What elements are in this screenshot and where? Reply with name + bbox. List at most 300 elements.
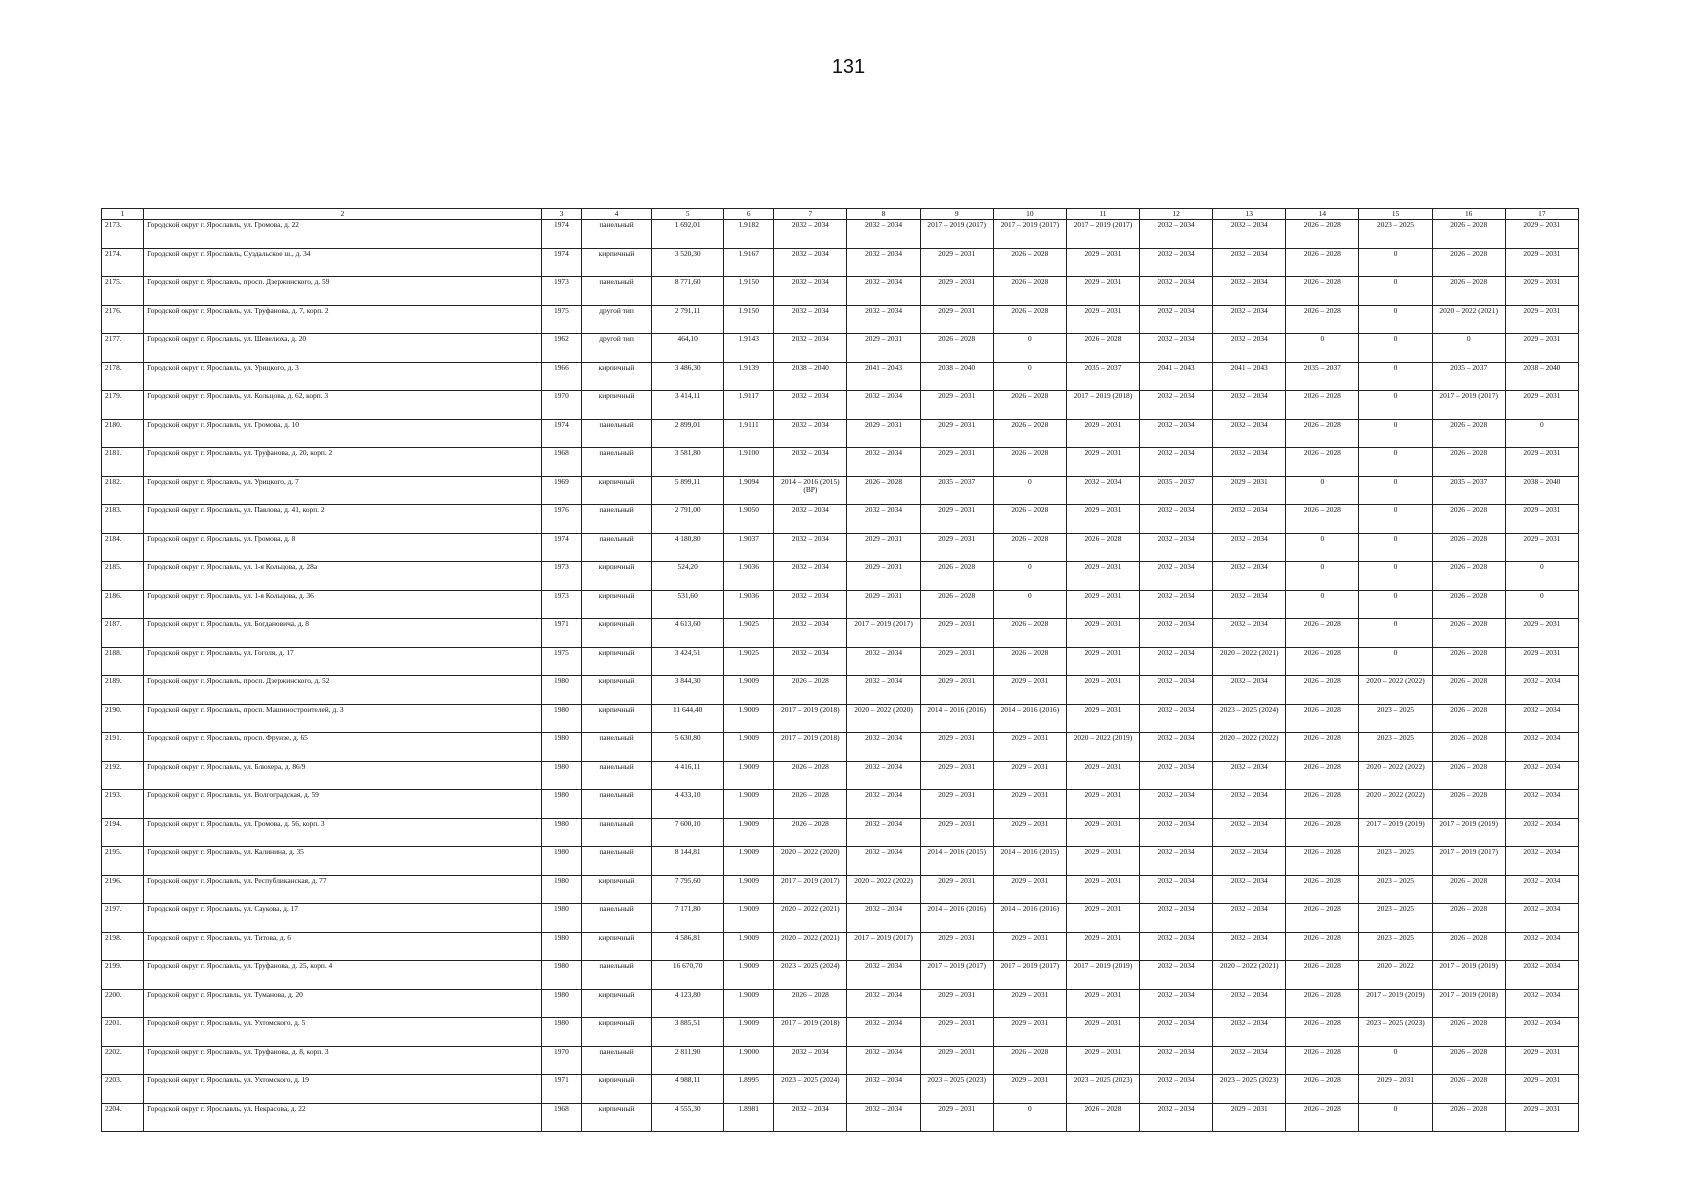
table-cell: 2023 – 2025 <box>1359 733 1432 762</box>
table-cell: 4 613,60 <box>652 619 724 648</box>
table-cell: 2017 – 2019 (2017) <box>1432 847 1505 876</box>
table-cell: 1.9025 <box>724 647 774 676</box>
table-row <box>102 448 1579 477</box>
address-cell: Городской округ г. Ярославль, ул. Республиканская, д. 77 <box>144 875 542 904</box>
table-cell: 2026 – 2028 <box>1432 733 1505 762</box>
table-row <box>102 1075 1579 1104</box>
table-cell: 0 <box>1432 334 1505 363</box>
table-cell: 2032 – 2034 <box>1213 619 1286 648</box>
table-cell: 2032 – 2034 <box>1140 1046 1213 1075</box>
row-number-cell: 2174. <box>102 248 144 277</box>
table-cell: 2026 – 2028 <box>774 761 847 790</box>
housing-register-table <box>101 208 1579 1132</box>
table-cell: 7 600,10 <box>652 818 724 847</box>
row-number-cell: 2183. <box>102 505 144 534</box>
table-cell: 2029 – 2031 <box>920 818 993 847</box>
table-cell: 2020 – 2022 (2021) <box>774 932 847 961</box>
table-cell: 1980 <box>541 875 581 904</box>
table-cell: 2026 – 2028 <box>1286 904 1359 933</box>
table-cell: 2029 – 2031 <box>1066 847 1139 876</box>
address-cell: Городской округ г. Ярославль, ул. Калинина, д. 35 <box>144 847 542 876</box>
table-cell: 2026 – 2028 <box>1286 1075 1359 1104</box>
table-cell: 2032 – 2034 <box>1505 875 1578 904</box>
table-cell: 2032 – 2034 <box>1140 761 1213 790</box>
row-number-cell: 2196. <box>102 875 144 904</box>
table-cell: 2032 – 2034 <box>774 334 847 363</box>
table-cell: 4 586,81 <box>652 932 724 961</box>
table-cell: кирпичный <box>581 248 651 277</box>
column-header: 4 <box>581 209 651 220</box>
address-cell: Городской округ г. Ярославль, ул. 1-я Кольцова, д. 36 <box>144 590 542 619</box>
table-cell: кирпичный <box>581 590 651 619</box>
table-cell: 2041 – 2043 <box>1140 362 1213 391</box>
table-cell: панельный <box>581 818 651 847</box>
address-cell: Городской округ г. Ярославль, ул. Гоголя, д. 17 <box>144 647 542 676</box>
table-cell: 2032 – 2034 <box>774 1103 847 1132</box>
address-cell: Городской округ г. Ярославль, ул. Громова, д. 10 <box>144 419 542 448</box>
column-header: 9 <box>920 209 993 220</box>
table-row <box>102 818 1579 847</box>
column-header: 13 <box>1213 209 1286 220</box>
table-cell: 1973 <box>541 277 581 306</box>
table-cell: 11 644,40 <box>652 704 724 733</box>
table-cell: 4 180,80 <box>652 533 724 562</box>
table-cell: 2032 – 2034 <box>1213 533 1286 562</box>
table-cell: 1.9037 <box>724 533 774 562</box>
table-cell: 2038 – 2040 <box>774 362 847 391</box>
table-cell: 2026 – 2028 <box>993 448 1066 477</box>
table-cell: 0 <box>1286 533 1359 562</box>
table-cell: 2026 – 2028 <box>1286 989 1359 1018</box>
table-cell: 2029 – 2031 <box>1505 305 1578 334</box>
table-cell: 2041 – 2043 <box>847 362 920 391</box>
table-cell: 2032 – 2034 <box>1505 1018 1578 1047</box>
column-header: 10 <box>993 209 1066 220</box>
table-cell: 2032 – 2034 <box>1213 334 1286 363</box>
table-cell: кирпичный <box>581 391 651 420</box>
table-cell: 2032 – 2034 <box>1213 419 1286 448</box>
address-cell: Городской округ г. Ярославль, ул. Громова, д. 56, корп. 3 <box>144 818 542 847</box>
table-row <box>102 647 1579 676</box>
table-cell: панельный <box>581 904 651 933</box>
table-cell: панельный <box>581 448 651 477</box>
table-cell: 1.9050 <box>724 505 774 534</box>
column-header: 17 <box>1505 209 1578 220</box>
address-cell: Городской округ г. Ярославль, ул. Блюхера, д. 86/9 <box>144 761 542 790</box>
table-cell: 3 486,30 <box>652 362 724 391</box>
table-cell: 2029 – 2031 <box>993 1018 1066 1047</box>
table-cell: 2032 – 2034 <box>1213 932 1286 961</box>
table-cell: 2026 – 2028 <box>993 1046 1066 1075</box>
table-cell: 2026 – 2028 <box>1286 676 1359 705</box>
address-cell: Городской округ г. Ярославль, ул. Некрасова, д. 22 <box>144 1103 542 1132</box>
table-cell: 2026 – 2028 <box>920 590 993 619</box>
table-cell: 2038 – 2040 <box>920 362 993 391</box>
table-cell: 2029 – 2031 <box>920 1018 993 1047</box>
table-cell: 2032 – 2034 <box>1140 419 1213 448</box>
row-number-cell: 2200. <box>102 989 144 1018</box>
table-cell: 2032 – 2034 <box>1213 1046 1286 1075</box>
table-cell: 2026 – 2028 <box>993 619 1066 648</box>
table-cell: 2032 – 2034 <box>847 220 920 249</box>
table-cell: 2032 – 2034 <box>1140 989 1213 1018</box>
row-number-cell: 2191. <box>102 733 144 762</box>
table-cell: 2020 – 2022 (2021) <box>1213 647 1286 676</box>
table-cell: панельный <box>581 419 651 448</box>
table-cell: 0 <box>1359 533 1432 562</box>
table-cell: 0 <box>1359 1103 1432 1132</box>
table-row <box>102 875 1579 904</box>
table-cell: 2032 – 2034 <box>847 448 920 477</box>
table-cell: 2029 – 2031 <box>1066 1046 1139 1075</box>
table-cell: 2035 – 2037 <box>1432 476 1505 505</box>
row-number-cell: 2198. <box>102 932 144 961</box>
row-number-cell: 2180. <box>102 419 144 448</box>
table-cell: 1975 <box>541 647 581 676</box>
column-header: 14 <box>1286 209 1359 220</box>
table-cell: 1980 <box>541 904 581 933</box>
table-cell: 0 <box>1359 419 1432 448</box>
table-cell: 2029 – 2031 <box>1505 277 1578 306</box>
table-cell: 0 <box>1505 562 1578 591</box>
table-cell: 2032 – 2034 <box>774 505 847 534</box>
table-cell: 2020 – 2022 (2020) <box>847 704 920 733</box>
table-cell: 2029 – 2031 <box>993 733 1066 762</box>
table-cell: 2032 – 2034 <box>1505 847 1578 876</box>
table-cell: 2029 – 2031 <box>993 932 1066 961</box>
table-cell: 2029 – 2031 <box>920 533 993 562</box>
table-cell: 2032 – 2034 <box>1213 1018 1286 1047</box>
table-cell: 2029 – 2031 <box>993 875 1066 904</box>
table-cell: 2017 – 2019 (2019) <box>1359 989 1432 1018</box>
table-cell: 2029 – 2031 <box>1066 676 1139 705</box>
table-cell: 2014 – 2016 (2015) <box>920 847 993 876</box>
address-cell: Городской округ г. Ярославль, ул. Труфанова, д. 20, корп. 2 <box>144 448 542 477</box>
table-cell: 2029 – 2031 <box>993 761 1066 790</box>
row-number-cell: 2197. <box>102 904 144 933</box>
table-cell: 1.9094 <box>724 476 774 505</box>
table-cell: 0 <box>993 476 1066 505</box>
table-cell: 2032 – 2034 <box>847 904 920 933</box>
table-cell: 2032 – 2034 <box>1213 391 1286 420</box>
table-cell: 0 <box>1505 419 1578 448</box>
row-number-cell: 2185. <box>102 562 144 591</box>
address-cell: Городской округ г. Ярославль, ул. Труфанова, д. 8, корп. 3 <box>144 1046 542 1075</box>
row-number-cell: 2201. <box>102 1018 144 1047</box>
table-cell: 2020 – 2022 (2020) <box>774 847 847 876</box>
table-cell: 2026 – 2028 <box>1286 875 1359 904</box>
table-cell: 2026 – 2028 <box>1432 1103 1505 1132</box>
address-cell: Городской округ г. Ярославль, ул. Громова, д. 8 <box>144 533 542 562</box>
table-cell: 2026 – 2028 <box>1432 220 1505 249</box>
address-cell: Городской округ г. Ярославль, просп. Машиностроителей, д. 3 <box>144 704 542 733</box>
table-cell: 2032 – 2034 <box>1505 904 1578 933</box>
address-cell: Городской округ г. Ярославль, ул. Урицкого, д. 3 <box>144 362 542 391</box>
table-cell: 2029 – 2031 <box>1505 619 1578 648</box>
table-cell: 2029 – 2031 <box>920 305 993 334</box>
table-cell: 5 899,11 <box>652 476 724 505</box>
table-cell: 2032 – 2034 <box>774 419 847 448</box>
table-cell: 2029 – 2031 <box>920 676 993 705</box>
table-cell: 2026 – 2028 <box>1286 647 1359 676</box>
table-cell: 2029 – 2031 <box>993 1075 1066 1104</box>
table-cell: 1.9139 <box>724 362 774 391</box>
table-cell: 2026 – 2028 <box>1432 419 1505 448</box>
table-cell: 2029 – 2031 <box>1066 989 1139 1018</box>
table-cell: 1.9150 <box>724 277 774 306</box>
table-cell: 2017 – 2019 (2018) <box>1432 989 1505 1018</box>
table-cell: 2029 – 2031 <box>920 875 993 904</box>
table-cell: 1975 <box>541 305 581 334</box>
table-row <box>102 932 1579 961</box>
column-header: 1 <box>102 209 144 220</box>
table-cell: панельный <box>581 505 651 534</box>
table-row <box>102 334 1579 363</box>
table-cell: 2023 – 2025 <box>1359 904 1432 933</box>
address-cell: Городской округ г. Ярославль, просп. Дзержинского, д. 59 <box>144 277 542 306</box>
table-row <box>102 590 1579 619</box>
table-cell: панельный <box>581 761 651 790</box>
table-cell: 2032 – 2034 <box>847 961 920 990</box>
table-cell: 2029 – 2031 <box>1505 1046 1578 1075</box>
table-cell: 2029 – 2031 <box>1505 1103 1578 1132</box>
table-cell: 1.9009 <box>724 875 774 904</box>
table-cell: 2014 – 2016 (2016) <box>920 704 993 733</box>
table-cell: 2032 – 2034 <box>1213 676 1286 705</box>
table-cell: 2032 – 2034 <box>774 448 847 477</box>
table-cell: 2032 – 2034 <box>1140 818 1213 847</box>
table-cell: 2032 – 2034 <box>1140 904 1213 933</box>
table-row <box>102 562 1579 591</box>
table-cell: 2026 – 2028 <box>1286 1018 1359 1047</box>
table-cell: 2017 – 2019 (2019) <box>1432 818 1505 847</box>
table-cell: 2026 – 2028 <box>1432 562 1505 591</box>
table-cell: 2029 – 2031 <box>1505 220 1578 249</box>
table-cell: 2017 – 2019 (2018) <box>774 733 847 762</box>
table-cell: 2026 – 2028 <box>1432 875 1505 904</box>
table-cell: 2026 – 2028 <box>1432 1018 1505 1047</box>
table-row <box>102 533 1579 562</box>
table-row <box>102 790 1579 819</box>
table-cell: 2014 – 2016 (2015) <box>993 847 1066 876</box>
table-cell: 2035 – 2037 <box>1286 362 1359 391</box>
table-cell: 3 844,30 <box>652 676 724 705</box>
row-number-cell: 2179. <box>102 391 144 420</box>
table-cell: 2032 – 2034 <box>774 619 847 648</box>
table-cell: 3 885,51 <box>652 1018 724 1047</box>
column-header: 5 <box>652 209 724 220</box>
table-cell: 2026 – 2028 <box>774 676 847 705</box>
table-cell: 2032 – 2034 <box>1140 448 1213 477</box>
table-cell: 2032 – 2034 <box>774 1046 847 1075</box>
table-cell: 1.9000 <box>724 1046 774 1075</box>
table-cell: 1.8995 <box>724 1075 774 1104</box>
table-cell: 0 <box>1359 590 1432 619</box>
table-cell: 2029 – 2031 <box>1066 904 1139 933</box>
row-number-cell: 2186. <box>102 590 144 619</box>
table-cell: 2026 – 2028 <box>1286 1046 1359 1075</box>
table-cell: 4 988,11 <box>652 1075 724 1104</box>
table-cell: 2020 – 2022 (2019) <box>1066 733 1139 762</box>
table-cell: 2026 – 2028 <box>1432 533 1505 562</box>
table-cell: 2032 – 2034 <box>1213 448 1286 477</box>
table-cell: 3 520,30 <box>652 248 724 277</box>
table-cell: 2029 – 2031 <box>1213 476 1286 505</box>
row-number-cell: 2194. <box>102 818 144 847</box>
table-row <box>102 733 1579 762</box>
table-cell: 2014 – 2016 (2016) <box>920 904 993 933</box>
table-cell: 2020 – 2022 <box>1359 961 1432 990</box>
table-cell: 2032 – 2034 <box>774 562 847 591</box>
table-cell: 2029 – 2031 <box>920 989 993 1018</box>
table-cell: 1.9009 <box>724 818 774 847</box>
table-cell: 2029 – 2031 <box>1066 505 1139 534</box>
table-cell: 2032 – 2034 <box>847 1103 920 1132</box>
table-cell: 2032 – 2034 <box>847 761 920 790</box>
table-cell: 1.9009 <box>724 932 774 961</box>
table-cell: 2032 – 2034 <box>1505 932 1578 961</box>
table-cell: 1971 <box>541 1075 581 1104</box>
table-cell: 2029 – 2031 <box>1213 1103 1286 1132</box>
table-cell: 2026 – 2028 <box>993 391 1066 420</box>
table-cell: 2032 – 2034 <box>847 391 920 420</box>
table-cell: 2023 – 2025 (2023) <box>1066 1075 1139 1104</box>
table-cell: 1.9009 <box>724 904 774 933</box>
table-cell: 2029 – 2031 <box>920 448 993 477</box>
table-row <box>102 248 1579 277</box>
table-cell: 2032 – 2034 <box>847 733 920 762</box>
table-cell: 2026 – 2028 <box>1066 334 1139 363</box>
table-cell: 1974 <box>541 419 581 448</box>
table-cell: 2017 – 2019 (2017) <box>774 875 847 904</box>
table-cell: 2032 – 2034 <box>847 277 920 306</box>
table-cell: 2029 – 2031 <box>1505 505 1578 534</box>
table-cell: 1970 <box>541 391 581 420</box>
table-cell: 2032 – 2034 <box>774 391 847 420</box>
row-number-cell: 2177. <box>102 334 144 363</box>
table-cell: 2026 – 2028 <box>1286 220 1359 249</box>
table-cell: 2032 – 2034 <box>1213 220 1286 249</box>
table-cell: 2026 – 2028 <box>1286 619 1359 648</box>
table-cell: 2032 – 2034 <box>1140 619 1213 648</box>
table-cell: 2032 – 2034 <box>847 1046 920 1075</box>
table-cell: 2 811,90 <box>652 1046 724 1075</box>
table-cell: 1.8981 <box>724 1103 774 1132</box>
table-cell: 2029 – 2031 <box>1359 1075 1432 1104</box>
table-cell: 2017 – 2019 (2017) <box>1432 391 1505 420</box>
table-cell: 2032 – 2034 <box>1213 248 1286 277</box>
table-cell: кирпичный <box>581 989 651 1018</box>
table-cell: 2032 – 2034 <box>1213 305 1286 334</box>
table-cell: 2029 – 2031 <box>1066 619 1139 648</box>
table-cell: 2017 – 2019 (2017) <box>920 220 993 249</box>
table-cell: 2032 – 2034 <box>774 305 847 334</box>
table-row <box>102 989 1579 1018</box>
address-cell: Городской округ г. Ярославль, ул. Труфанова, д. 7, корп. 2 <box>144 305 542 334</box>
table-cell: 1968 <box>541 448 581 477</box>
table-cell: 2026 – 2028 <box>1432 448 1505 477</box>
address-cell: Городской округ г. Ярославль, ул. Туманова, д. 20 <box>144 989 542 1018</box>
row-number-cell: 2188. <box>102 647 144 676</box>
row-number-cell: 2182. <box>102 476 144 505</box>
table-cell: 2032 – 2034 <box>1213 989 1286 1018</box>
table-cell: 2032 – 2034 <box>847 505 920 534</box>
table-cell: 2032 – 2034 <box>1213 818 1286 847</box>
table-cell: 1.9009 <box>724 704 774 733</box>
table-cell: 2026 – 2028 <box>1432 790 1505 819</box>
table-cell: другой тип <box>581 305 651 334</box>
table-cell: 2032 – 2034 <box>1505 704 1578 733</box>
table-cell: 1969 <box>541 476 581 505</box>
address-cell: Городской округ г. Ярославль, Суздальское ш., д. 34 <box>144 248 542 277</box>
table-cell: 2026 – 2028 <box>774 989 847 1018</box>
table-cell: 2026 – 2028 <box>993 647 1066 676</box>
table-cell: 2029 – 2031 <box>847 334 920 363</box>
table-cell: 2026 – 2028 <box>1286 248 1359 277</box>
table-row <box>102 391 1579 420</box>
table-cell: 2032 – 2034 <box>847 1018 920 1047</box>
table-cell: 2026 – 2028 <box>1286 448 1359 477</box>
table-cell: 2032 – 2034 <box>774 533 847 562</box>
table-cell: 2029 – 2031 <box>920 619 993 648</box>
table-cell: 2026 – 2028 <box>1432 1046 1505 1075</box>
table-cell: 2032 – 2034 <box>1140 391 1213 420</box>
table-cell: панельный <box>581 1046 651 1075</box>
table-cell: 464,10 <box>652 334 724 363</box>
table-cell: 0 <box>1359 334 1432 363</box>
table-row <box>102 362 1579 391</box>
table-cell: 2017 – 2019 (2018) <box>774 704 847 733</box>
table-cell: 2029 – 2031 <box>1066 875 1139 904</box>
table-cell: 2032 – 2034 <box>1213 875 1286 904</box>
row-number-cell: 2204. <box>102 1103 144 1132</box>
table-cell: 1980 <box>541 733 581 762</box>
table-cell: 2026 – 2028 <box>1286 305 1359 334</box>
column-header: 11 <box>1066 209 1139 220</box>
address-cell: Городской округ г. Ярославль, ул. Урицкого, д. 7 <box>144 476 542 505</box>
table-cell: 2029 – 2031 <box>993 989 1066 1018</box>
table-cell: 2029 – 2031 <box>993 818 1066 847</box>
table-cell: 2032 – 2034 <box>1505 676 1578 705</box>
table-cell: 1.9009 <box>724 961 774 990</box>
table-header-row <box>102 209 1579 220</box>
table-cell: 2032 – 2034 <box>847 989 920 1018</box>
table-cell: 2032 – 2034 <box>1213 590 1286 619</box>
table-cell: 2035 – 2037 <box>1140 476 1213 505</box>
table-cell: 2032 – 2034 <box>1505 733 1578 762</box>
table-cell: 2029 – 2031 <box>993 676 1066 705</box>
table-cell: 2032 – 2034 <box>1505 961 1578 990</box>
table-cell: 2032 – 2034 <box>1140 847 1213 876</box>
table-cell: панельный <box>581 790 651 819</box>
table-cell: 1.9182 <box>724 220 774 249</box>
table-cell: 1.9009 <box>724 989 774 1018</box>
table-cell: 2026 – 2028 <box>1286 961 1359 990</box>
table-cell: 2026 – 2028 <box>993 248 1066 277</box>
table-cell: 2032 – 2034 <box>1140 590 1213 619</box>
table-cell: кирпичный <box>581 932 651 961</box>
table-cell: 1.9143 <box>724 334 774 363</box>
row-number-cell: 2192. <box>102 761 144 790</box>
table-cell: 2023 – 2025 (2023) <box>1213 1075 1286 1104</box>
table-cell: 2032 – 2034 <box>1213 904 1286 933</box>
table-cell: 1.9009 <box>724 1018 774 1047</box>
table-cell: 2026 – 2028 <box>1286 505 1359 534</box>
row-number-cell: 2202. <box>102 1046 144 1075</box>
address-cell: Городской округ г. Ярославль, ул. Ухтомского, д. 19 <box>144 1075 542 1104</box>
table-cell: 2023 – 2025 <box>1359 875 1432 904</box>
table-cell: 1980 <box>541 704 581 733</box>
